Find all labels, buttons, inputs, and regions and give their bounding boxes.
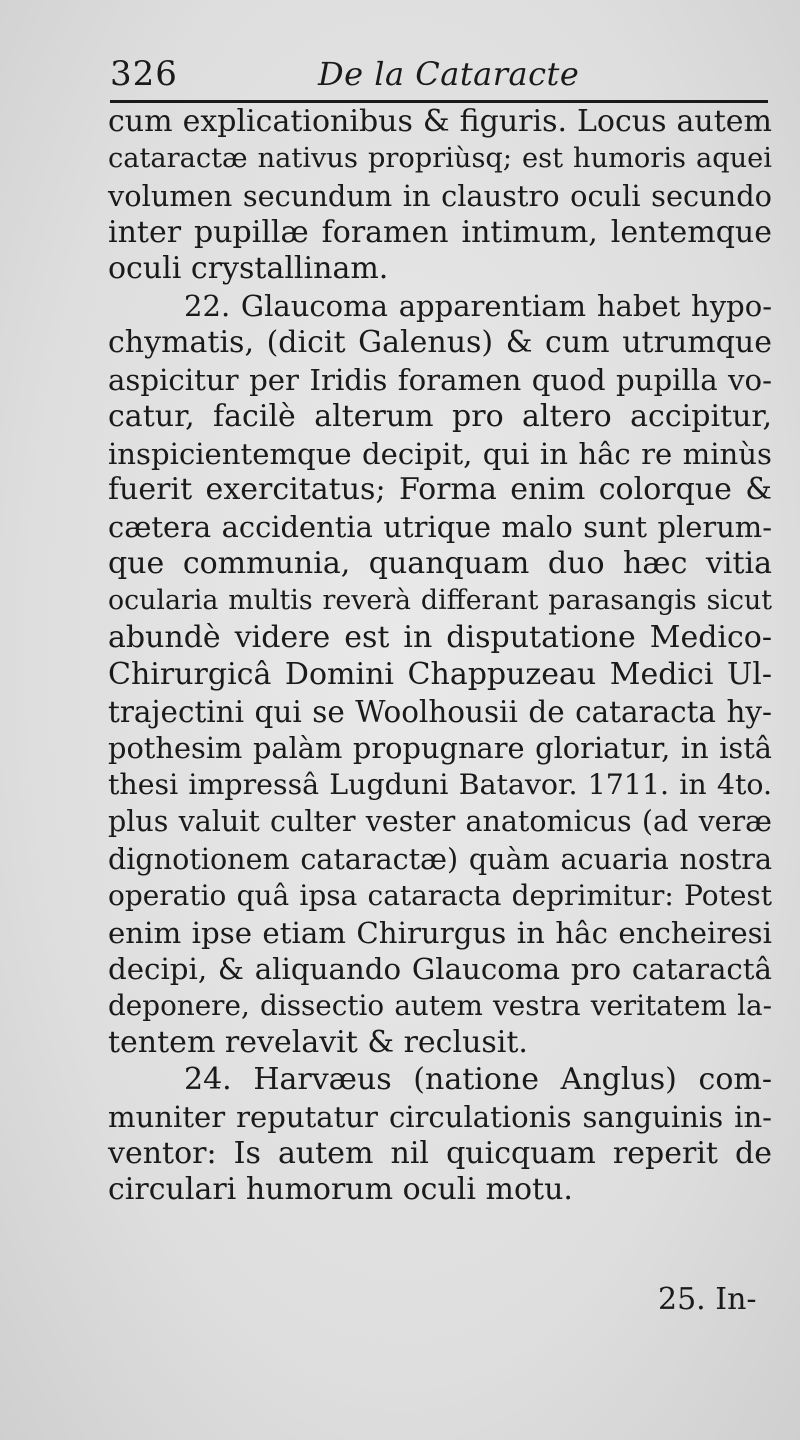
text-line: cætera accidentia utrique malo sunt plerum- xyxy=(108,510,772,545)
page-header xyxy=(110,52,766,96)
text-line: inter pupillæ foramen intimum, lentemque xyxy=(108,214,772,250)
text-line: oculi crystallinam. xyxy=(108,251,389,287)
text-line: operatio quâ ipsa cataracta deprimitur: Potest xyxy=(108,878,772,912)
text-line: inspicientemque decipit, qui in hâc re minùs xyxy=(108,436,772,471)
text-line: catur, facilè alterum pro altero accipitur, xyxy=(108,398,772,434)
text-line: ventor: Is autem nil quicquam reperit de xyxy=(108,1135,772,1171)
text-line: thesi impressâ Lugduni Batavor. 1711. in 4to. xyxy=(108,768,772,802)
text-line: que communia, quanquam duo hæc vitia xyxy=(108,546,772,582)
text-line: dignotionem cataractæ) quàm acuaria nostra xyxy=(108,841,772,876)
text-line: ocularia multis reverà differant parasangis sicut xyxy=(108,584,772,616)
text-line: pothesim palàm propugnare gloriatur, in istâ xyxy=(108,731,772,766)
text-line: deponere, dissectio autem vestra veritatem la- xyxy=(108,989,772,1023)
header-rule xyxy=(110,100,768,103)
text-line: volumen secundum in claustro oculi secundo xyxy=(108,178,772,213)
text-line: circulari humorum oculi motu. xyxy=(108,1172,573,1208)
running-title: De la Cataracte xyxy=(318,55,580,93)
text-line: cataractæ nativus propriùsq; est humoris aquei xyxy=(108,142,772,174)
text-line: plus valuit culter vester anatomicus (ad veræ xyxy=(108,805,772,839)
text-line: fuerit exercitatus; Forma enim colorque & xyxy=(108,472,772,508)
catchword: 25. In- xyxy=(658,1282,757,1317)
text-line: Chirurgicâ Domini Chappuzeau Medici Ul- xyxy=(108,656,772,692)
body-text xyxy=(108,104,772,1209)
text-line: tentem revelavit & reclusit. xyxy=(108,1025,528,1061)
paragraph-start-line: 22. Glaucoma apparentiam habet hypo- xyxy=(184,289,772,324)
paragraph-start-line: 24. Harvæus (natione Anglus) com- xyxy=(184,1061,772,1097)
text-line: chymatis, (dicit Galenus) & cum utrumque xyxy=(108,325,772,361)
text-line: cum explicationibus & figuris. Locus autem xyxy=(108,104,772,139)
text-line: enim ipse etiam Chirurgus in hâc encheiresi xyxy=(108,915,772,950)
page-number: 326 xyxy=(110,54,178,94)
text-line: aspicitur per Iridis foramen quod pupilla vo- xyxy=(108,362,772,397)
text-line: abundè videre est in disputatione Medico- xyxy=(108,619,772,655)
text-line: decipi, & aliquando Glaucoma pro cataractâ xyxy=(108,952,772,987)
text-line: muniter reputatur circulationis sanguinis in- xyxy=(108,1099,772,1134)
text-line: trajectini qui se Woolhousii de cataracta hy- xyxy=(108,694,772,729)
